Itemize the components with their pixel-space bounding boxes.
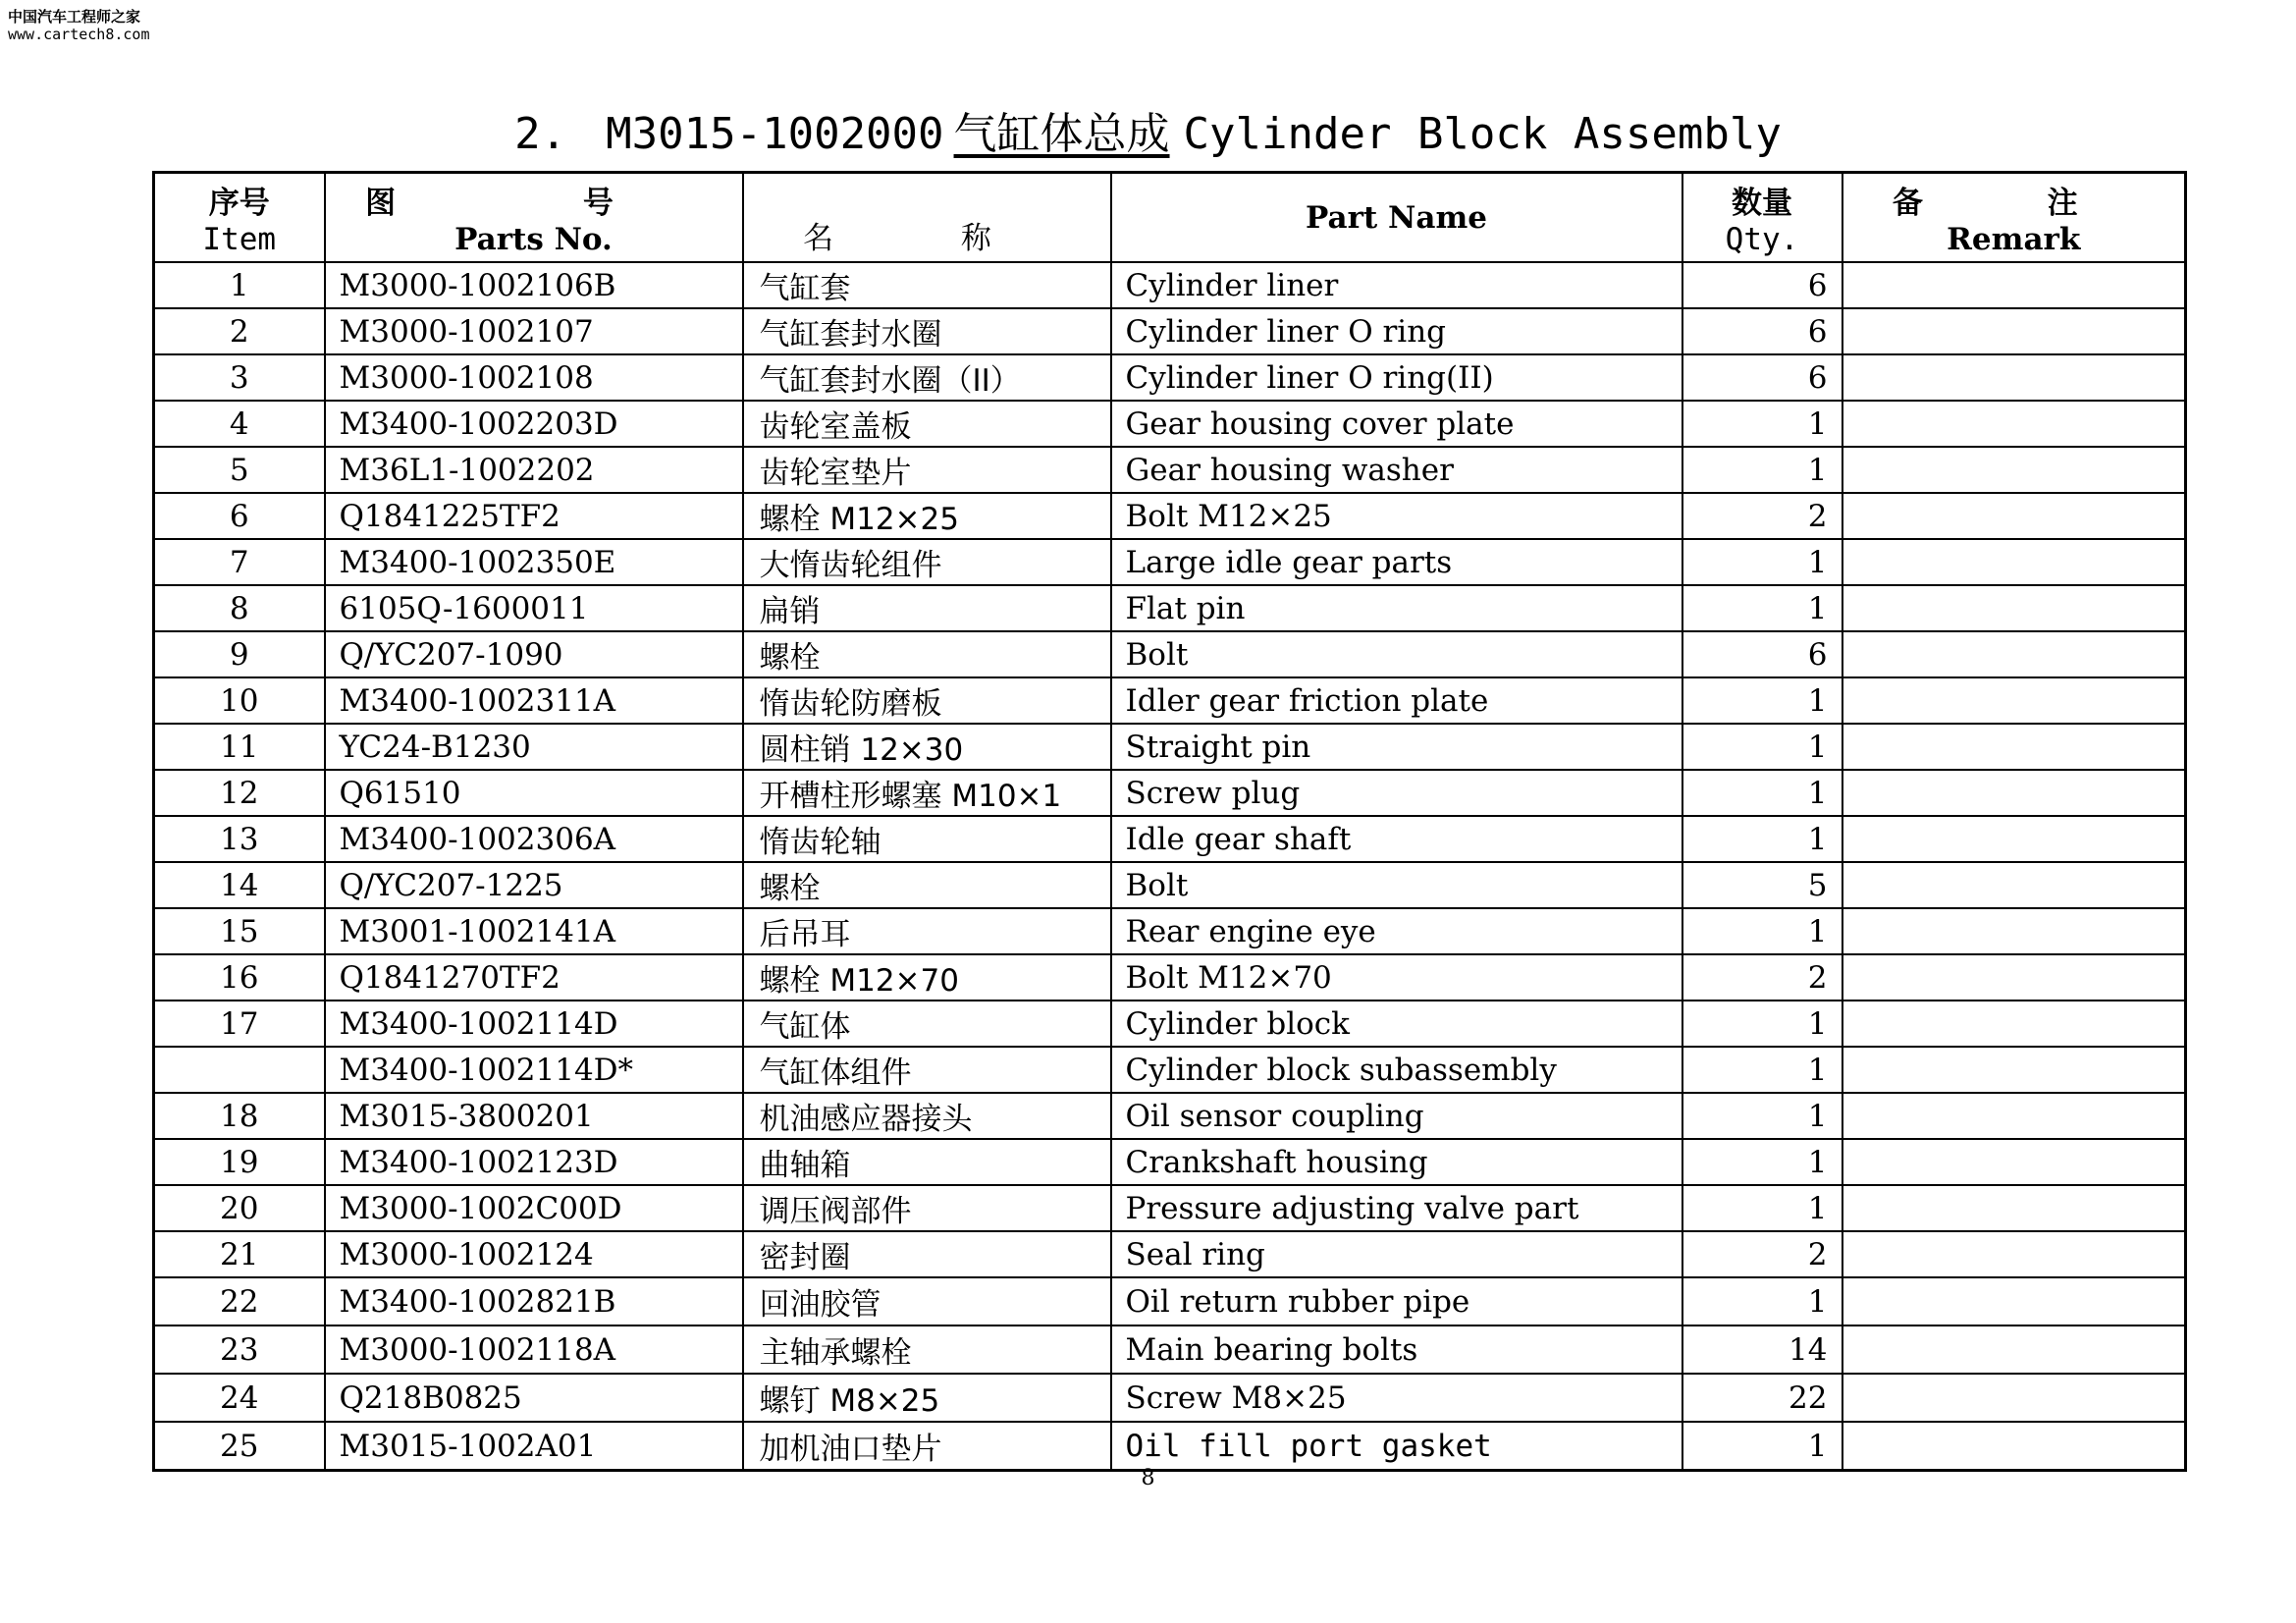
header-part-name xyxy=(1111,173,1682,263)
cell-part-name: Cylinder liner xyxy=(1111,262,1682,308)
table-row xyxy=(154,631,2186,677)
header-qty-en: Qty. xyxy=(1725,222,1799,257)
cell-qty: 1 xyxy=(1682,1277,1842,1325)
cell-item: 19 xyxy=(154,1139,325,1185)
cell-name-cn: 齿轮室盖板 xyxy=(743,401,1111,447)
title-code: M3015-1002000 xyxy=(606,109,944,159)
watermark-site-name: 中国汽车工程师之家 xyxy=(8,8,141,26)
table-row xyxy=(154,724,2186,770)
cell-parts-no: M3015-3800201 xyxy=(325,1093,743,1139)
cell-part-name: Screw M8×25 xyxy=(1111,1374,1682,1422)
cell-part-name: Gear housing cover plate xyxy=(1111,401,1682,447)
header-remark xyxy=(1842,173,2186,263)
cell-parts-no: M3400-1002114D* xyxy=(325,1047,743,1093)
cell-remark xyxy=(1842,539,2186,585)
cell-qty: 2 xyxy=(1682,493,1842,539)
table-row xyxy=(154,401,2186,447)
table-row xyxy=(154,1422,2186,1471)
cell-item: 6 xyxy=(154,493,325,539)
cell-remark xyxy=(1842,816,2186,862)
cell-item: 15 xyxy=(154,908,325,954)
cell-remark xyxy=(1842,1325,2186,1374)
table-row xyxy=(154,354,2186,401)
cell-remark xyxy=(1842,262,2186,308)
cell-qty: 1 xyxy=(1682,1185,1842,1231)
table-row xyxy=(154,308,2186,354)
cell-name-cn: 气缸套封水圈（II） xyxy=(743,354,1111,401)
cell-parts-no: M3400-1002311A xyxy=(325,677,743,724)
cell-name-cn: 气缸体组件 xyxy=(743,1047,1111,1093)
table-row xyxy=(154,585,2186,631)
cell-item: 4 xyxy=(154,401,325,447)
cell-remark xyxy=(1842,1374,2186,1422)
cell-item: 23 xyxy=(154,1325,325,1374)
cell-parts-no: M3001-1002141A xyxy=(325,908,743,954)
table-row xyxy=(154,493,2186,539)
cell-part-name: Idle gear shaft xyxy=(1111,816,1682,862)
cell-name-cn: 气缸套封水圈 xyxy=(743,308,1111,354)
parts-table-body xyxy=(154,262,2186,1471)
table-row xyxy=(154,1185,2186,1231)
cell-parts-no: M3000-1002C00D xyxy=(325,1185,743,1231)
table-row xyxy=(154,1001,2186,1047)
cell-item: 5 xyxy=(154,447,325,493)
cell-qty: 14 xyxy=(1682,1325,1842,1374)
title-chinese: 气缸体总成 xyxy=(953,109,1170,159)
cell-item: 21 xyxy=(154,1231,325,1277)
cell-remark xyxy=(1842,770,2186,816)
cell-name-cn: 气缸套 xyxy=(743,262,1111,308)
cell-name-cn: 后吊耳 xyxy=(743,908,1111,954)
cell-item: 22 xyxy=(154,1277,325,1325)
cell-name-cn: 主轴承螺栓 xyxy=(743,1325,1111,1374)
cell-remark xyxy=(1842,1139,2186,1185)
cell-part-name: Cylinder block subassembly xyxy=(1111,1047,1682,1093)
cell-qty: 1 xyxy=(1682,401,1842,447)
cell-item: 24 xyxy=(154,1374,325,1422)
cell-part-name: Main bearing bolts xyxy=(1111,1325,1682,1374)
cell-part-name: Pressure adjusting valve part xyxy=(1111,1185,1682,1231)
cell-name-cn: 回油胶管 xyxy=(743,1277,1111,1325)
header-qty xyxy=(1682,173,1842,263)
cell-name-cn: 螺栓 M12×70 xyxy=(743,954,1111,1001)
cell-part-name: Crankshaft housing xyxy=(1111,1139,1682,1185)
cell-remark xyxy=(1842,908,2186,954)
cell-part-name: Seal ring xyxy=(1111,1231,1682,1277)
cell-part-name: Bolt M12×25 xyxy=(1111,493,1682,539)
parts-table xyxy=(152,171,2187,1472)
cell-parts-no: Q61510 xyxy=(325,770,743,816)
cell-part-name: Screw plug xyxy=(1111,770,1682,816)
cell-qty: 2 xyxy=(1682,1231,1842,1277)
cell-remark xyxy=(1842,1277,2186,1325)
table-row xyxy=(154,1047,2186,1093)
header-remark-cn: 备 注 xyxy=(1892,186,2135,221)
watermark-url: www.cartech8.com xyxy=(8,26,150,43)
cell-parts-no: M3000-1002124 xyxy=(325,1231,743,1277)
cell-part-name: Oil return rubber pipe xyxy=(1111,1277,1682,1325)
cell-parts-no: M3015-1002A01 xyxy=(325,1422,743,1471)
cell-item: 9 xyxy=(154,631,325,677)
cell-qty: 1 xyxy=(1682,770,1842,816)
cell-item: 17 xyxy=(154,1001,325,1047)
header-remark-en: Remark xyxy=(1947,222,2081,257)
page-title xyxy=(0,98,2296,161)
table-row xyxy=(154,770,2186,816)
cell-parts-no: M3000-1002108 xyxy=(325,354,743,401)
table-row xyxy=(154,1374,2186,1422)
table-row xyxy=(154,1139,2186,1185)
header-name-cn-label: 名 称 xyxy=(803,221,1050,256)
cell-qty: 1 xyxy=(1682,816,1842,862)
cell-parts-no: M3000-1002107 xyxy=(325,308,743,354)
cell-name-cn: 气缸体 xyxy=(743,1001,1111,1047)
cell-qty: 1 xyxy=(1682,677,1842,724)
cell-parts-no: M3400-1002821B xyxy=(325,1277,743,1325)
cell-qty: 22 xyxy=(1682,1374,1842,1422)
cell-part-name: Oil sensor coupling xyxy=(1111,1093,1682,1139)
cell-part-name: Rear engine eye xyxy=(1111,908,1682,954)
cell-name-cn: 扁销 xyxy=(743,585,1111,631)
cell-part-name: Bolt xyxy=(1111,631,1682,677)
cell-parts-no: M3400-1002350E xyxy=(325,539,743,585)
cell-part-name: Straight pin xyxy=(1111,724,1682,770)
cell-qty: 1 xyxy=(1682,539,1842,585)
cell-item: 18 xyxy=(154,1093,325,1139)
cell-remark xyxy=(1842,1185,2186,1231)
cell-qty: 1 xyxy=(1682,724,1842,770)
cell-name-cn: 曲轴箱 xyxy=(743,1139,1111,1185)
cell-remark xyxy=(1842,447,2186,493)
cell-item: 25 xyxy=(154,1422,325,1471)
cell-part-name: Idler gear friction plate xyxy=(1111,677,1682,724)
header-parts-no-en: Parts No. xyxy=(454,222,613,257)
table-row xyxy=(154,954,2186,1001)
cell-item: 13 xyxy=(154,816,325,862)
cell-remark xyxy=(1842,1231,2186,1277)
cell-parts-no: Q/YC207-1225 xyxy=(325,862,743,908)
title-number: 2. xyxy=(514,109,567,159)
cell-remark xyxy=(1842,585,2186,631)
cell-part-name: Bolt xyxy=(1111,862,1682,908)
cell-part-name: Oil fill port gasket xyxy=(1111,1422,1682,1471)
cell-qty: 1 xyxy=(1682,1001,1842,1047)
parts-table-header xyxy=(154,173,2186,263)
cell-remark xyxy=(1842,631,2186,677)
table-row xyxy=(154,1231,2186,1277)
cell-qty: 1 xyxy=(1682,908,1842,954)
cell-qty: 1 xyxy=(1682,1047,1842,1093)
table-row xyxy=(154,1325,2186,1374)
cell-remark xyxy=(1842,1047,2186,1093)
header-parts-no xyxy=(325,173,743,263)
page-number: 8 xyxy=(1141,1466,1155,1490)
cell-parts-no: M3000-1002118A xyxy=(325,1325,743,1374)
cell-remark xyxy=(1842,354,2186,401)
cell-name-cn: 惰齿轮防磨板 xyxy=(743,677,1111,724)
cell-remark xyxy=(1842,493,2186,539)
table-row xyxy=(154,862,2186,908)
table-row xyxy=(154,447,2186,493)
cell-name-cn: 螺钉 M8×25 xyxy=(743,1374,1111,1422)
cell-remark xyxy=(1842,308,2186,354)
table-row xyxy=(154,677,2186,724)
cell-item xyxy=(154,1047,325,1093)
cell-item: 7 xyxy=(154,539,325,585)
cell-parts-no: Q1841225TF2 xyxy=(325,493,743,539)
cell-item: 10 xyxy=(154,677,325,724)
header-item xyxy=(154,173,325,263)
cell-qty: 6 xyxy=(1682,262,1842,308)
cell-name-cn: 螺栓 xyxy=(743,862,1111,908)
table-row xyxy=(154,816,2186,862)
cell-item: 11 xyxy=(154,724,325,770)
cell-part-name: Cylinder liner O ring(II) xyxy=(1111,354,1682,401)
table-row xyxy=(154,1093,2186,1139)
cell-name-cn: 齿轮室垫片 xyxy=(743,447,1111,493)
cell-parts-no: Q/YC207-1090 xyxy=(325,631,743,677)
cell-item: 16 xyxy=(154,954,325,1001)
table-row xyxy=(154,539,2186,585)
cell-name-cn: 加机油口垫片 xyxy=(743,1422,1111,1471)
cell-name-cn: 螺栓 M12×25 xyxy=(743,493,1111,539)
cell-qty: 5 xyxy=(1682,862,1842,908)
cell-parts-no: M3400-1002114D xyxy=(325,1001,743,1047)
cell-remark xyxy=(1842,401,2186,447)
cell-parts-no: M3000-1002106B xyxy=(325,262,743,308)
cell-qty: 1 xyxy=(1682,1093,1842,1139)
cell-qty: 6 xyxy=(1682,631,1842,677)
cell-name-cn: 大惰齿轮组件 xyxy=(743,539,1111,585)
cell-name-cn: 调压阀部件 xyxy=(743,1185,1111,1231)
cell-item: 20 xyxy=(154,1185,325,1231)
header-name-cn xyxy=(743,173,1111,263)
title-english: Cylinder Block Assembly xyxy=(1183,109,1782,159)
cell-item: 8 xyxy=(154,585,325,631)
cell-remark xyxy=(1842,1422,2186,1471)
cell-qty: 1 xyxy=(1682,1422,1842,1471)
table-row xyxy=(154,1277,2186,1325)
cell-remark xyxy=(1842,1001,2186,1047)
cell-parts-no: M3400-1002306A xyxy=(325,816,743,862)
cell-part-name: Cylinder liner O ring xyxy=(1111,308,1682,354)
header-part-name-label: Part Name xyxy=(1306,199,1487,236)
header-parts-no-cn: 图 号 xyxy=(365,186,702,221)
cell-name-cn: 惰齿轮轴 xyxy=(743,816,1111,862)
cell-qty: 1 xyxy=(1682,1139,1842,1185)
cell-parts-no: M3400-1002123D xyxy=(325,1139,743,1185)
table-row xyxy=(154,908,2186,954)
cell-parts-no: M3400-1002203D xyxy=(325,401,743,447)
cell-name-cn: 圆柱销 12×30 xyxy=(743,724,1111,770)
cell-item: 1 xyxy=(154,262,325,308)
header-item-en: Item xyxy=(202,222,277,257)
cell-remark xyxy=(1842,677,2186,724)
cell-remark xyxy=(1842,862,2186,908)
table-row xyxy=(154,262,2186,308)
cell-parts-no: Q218B0825 xyxy=(325,1374,743,1422)
cell-part-name: Gear housing washer xyxy=(1111,447,1682,493)
cell-name-cn: 密封圈 xyxy=(743,1231,1111,1277)
cell-qty: 1 xyxy=(1682,447,1842,493)
cell-item: 3 xyxy=(154,354,325,401)
header-row xyxy=(154,173,2186,263)
cell-qty: 6 xyxy=(1682,354,1842,401)
header-qty-cn: 数量 xyxy=(1732,186,1792,221)
cell-name-cn: 螺栓 xyxy=(743,631,1111,677)
cell-name-cn: 机油感应器接头 xyxy=(743,1093,1111,1139)
cell-item: 12 xyxy=(154,770,325,816)
cell-part-name: Flat pin xyxy=(1111,585,1682,631)
cell-qty: 1 xyxy=(1682,585,1842,631)
cell-parts-no: YC24-B1230 xyxy=(325,724,743,770)
cell-remark xyxy=(1842,954,2186,1001)
header-item-cn: 序号 xyxy=(208,186,270,221)
cell-name-cn: 开槽柱形螺塞 M10×1 xyxy=(743,770,1111,816)
cell-part-name: Cylinder block xyxy=(1111,1001,1682,1047)
watermark xyxy=(8,8,150,43)
cell-item: 14 xyxy=(154,862,325,908)
cell-parts-no: M36L1-1002202 xyxy=(325,447,743,493)
cell-remark xyxy=(1842,724,2186,770)
cell-parts-no: 6105Q-1600011 xyxy=(325,585,743,631)
cell-item: 2 xyxy=(154,308,325,354)
cell-parts-no: Q1841270TF2 xyxy=(325,954,743,1001)
cell-part-name: Bolt M12×70 xyxy=(1111,954,1682,1001)
cell-qty: 2 xyxy=(1682,954,1842,1001)
cell-part-name: Large idle gear parts xyxy=(1111,539,1682,585)
cell-remark xyxy=(1842,1093,2186,1139)
cell-qty: 6 xyxy=(1682,308,1842,354)
